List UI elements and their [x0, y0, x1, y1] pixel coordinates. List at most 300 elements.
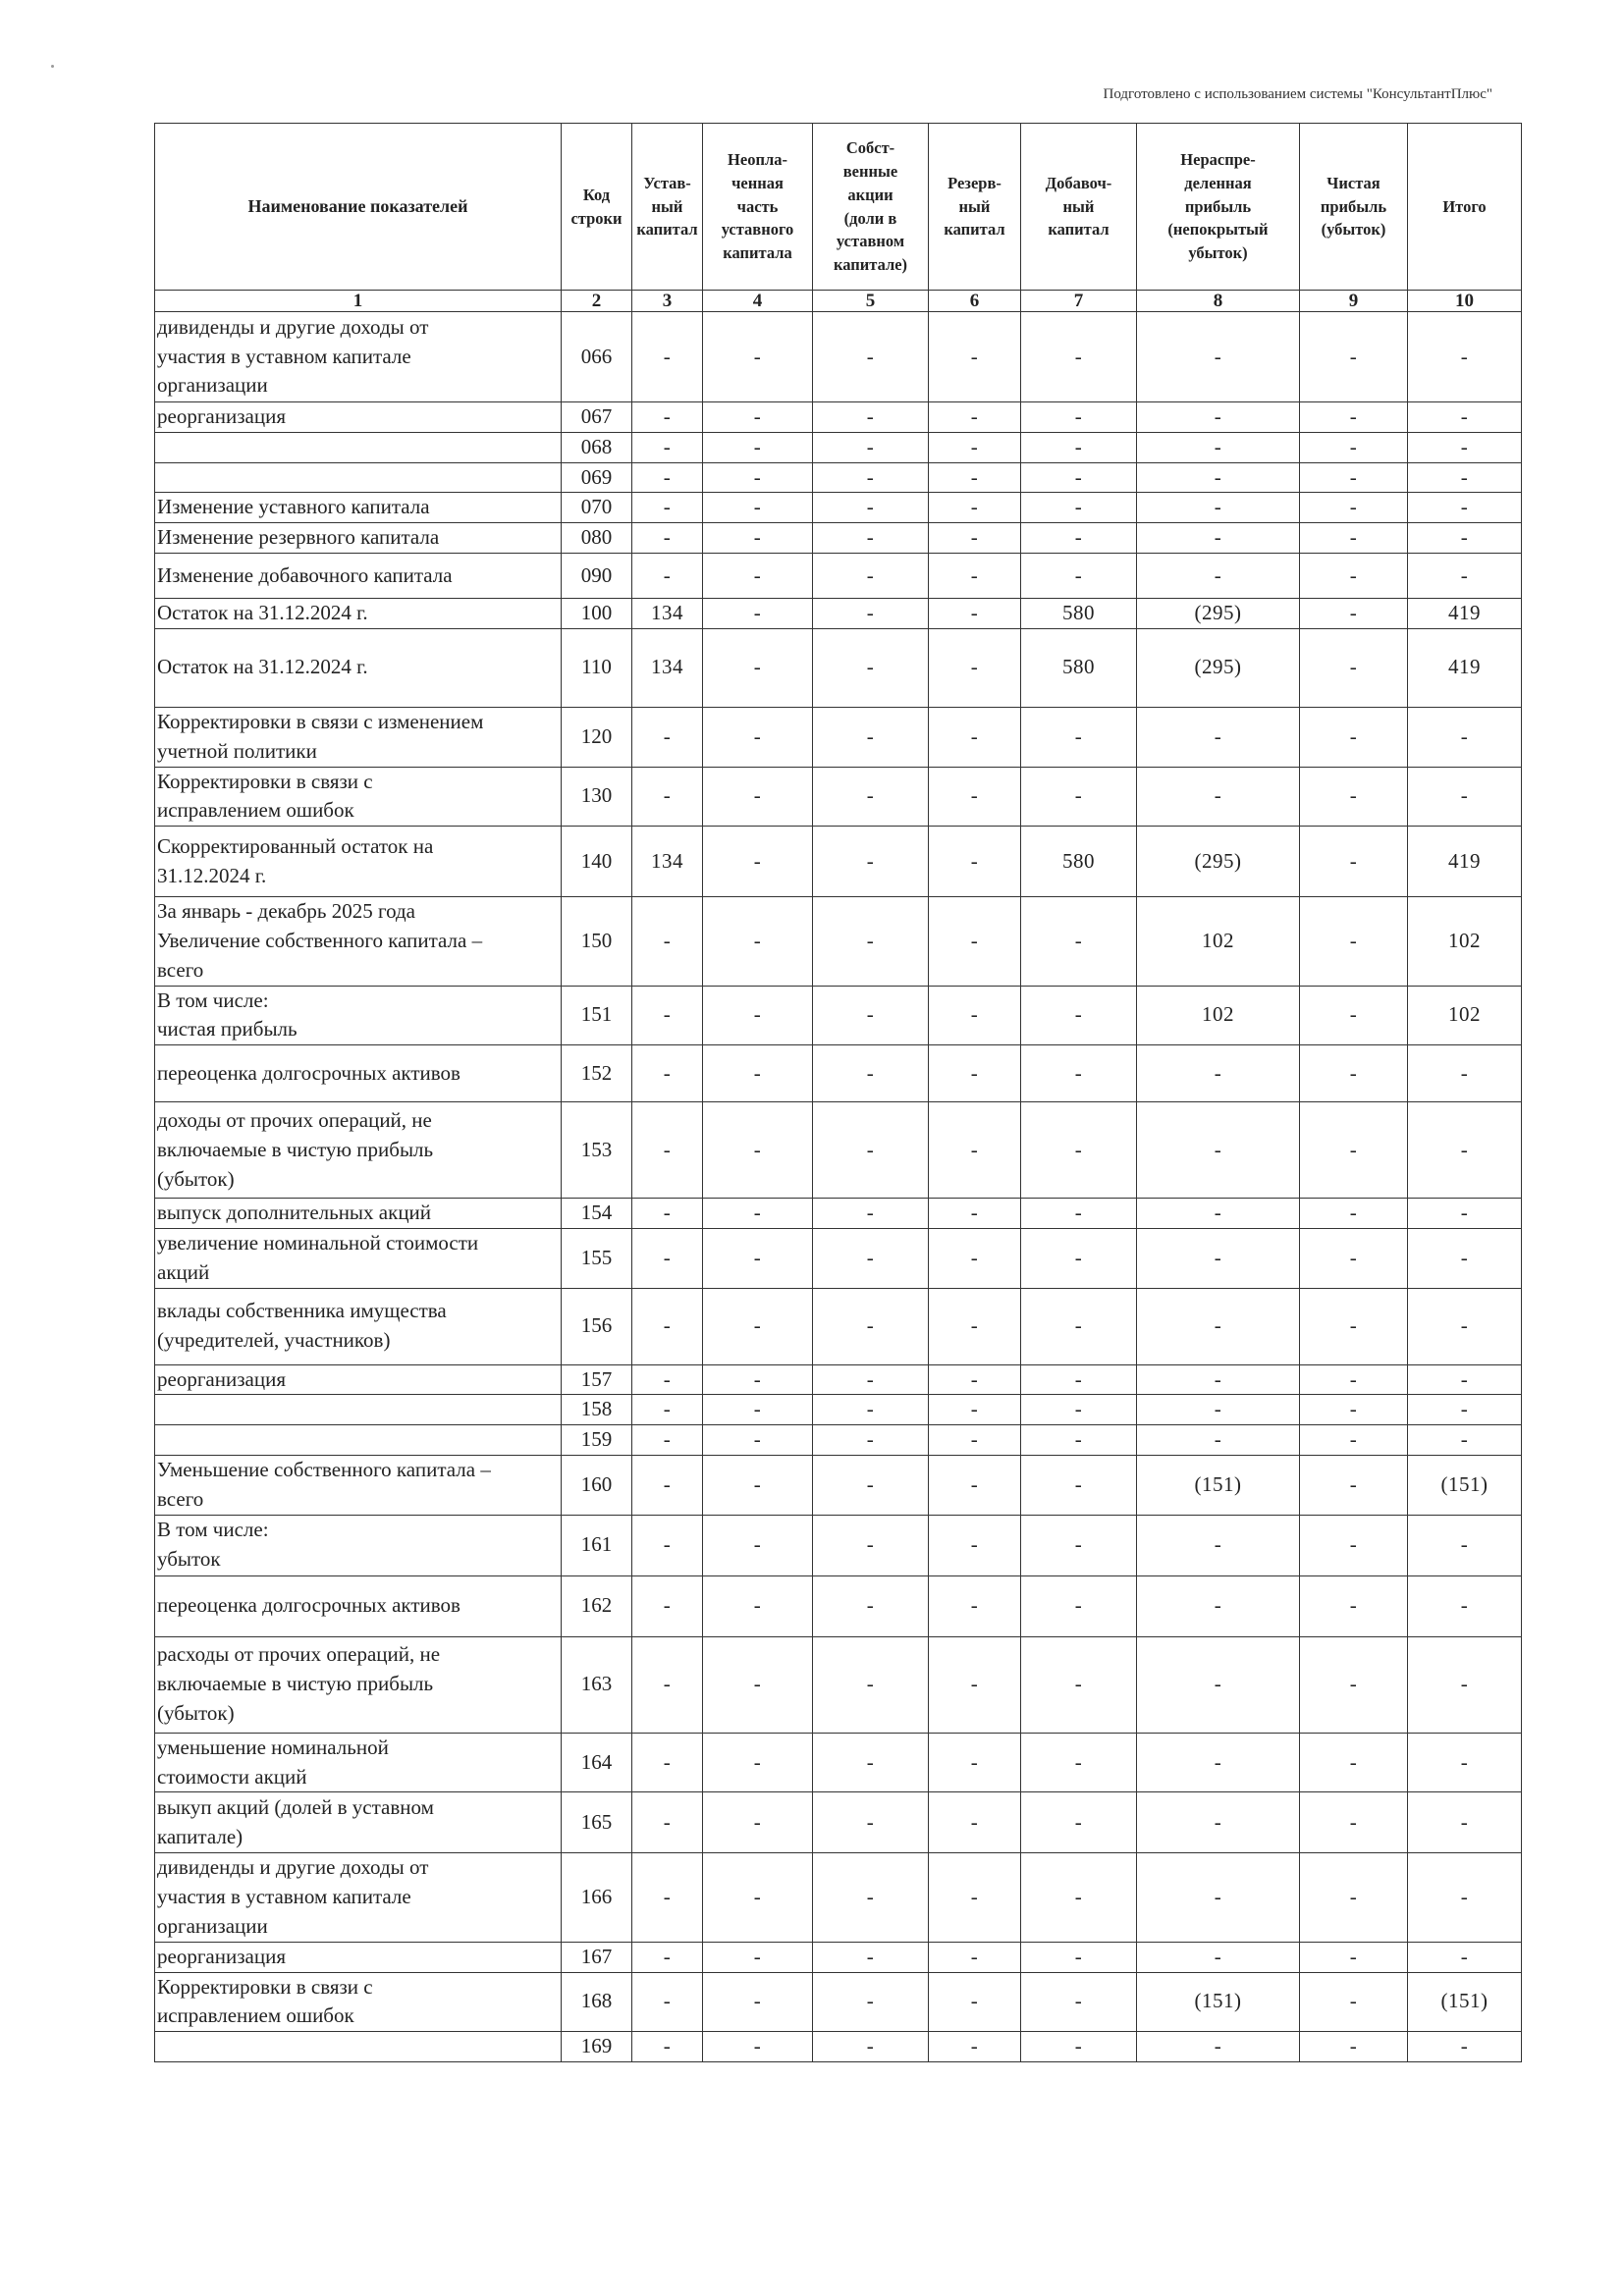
row-value-col3: -	[632, 1853, 703, 1942]
row-value-col6: -	[929, 312, 1021, 402]
row-value-col10: -	[1408, 1102, 1522, 1199]
row-code: 090	[562, 554, 632, 599]
row-value-col3: -	[632, 1972, 703, 2032]
row-code: 151	[562, 986, 632, 1045]
row-value-col7: -	[1021, 1942, 1137, 1972]
row-value-col3: 134	[632, 599, 703, 629]
row-value-col10: -	[1408, 402, 1522, 433]
table-row	[155, 2032, 1522, 2062]
row-value-col5: -	[813, 432, 929, 462]
row-value-col7: -	[1021, 1792, 1137, 1853]
row-value-col8: (151)	[1137, 1972, 1300, 2032]
row-name: дивиденды и другие доходы от участия в уставном капитале организации	[155, 1853, 562, 1942]
row-value-col4: -	[703, 312, 813, 402]
row-value-col10: -	[1408, 493, 1522, 523]
col-header-retained: Нераспре- деленная прибыль (непокрытый убыток)	[1137, 124, 1300, 291]
row-code: 157	[562, 1364, 632, 1395]
row-value-col8: (151)	[1137, 1456, 1300, 1516]
row-name: реорганизация	[155, 402, 562, 433]
row-value-col10: -	[1408, 554, 1522, 599]
row-value-col9: -	[1300, 1853, 1408, 1942]
row-value-col3: -	[632, 1733, 703, 1792]
row-value-col4: -	[703, 1942, 813, 1972]
row-value-col4: -	[703, 1853, 813, 1942]
row-value-col4: -	[703, 462, 813, 493]
row-value-col9: -	[1300, 1364, 1408, 1395]
row-name: реорганизация	[155, 1942, 562, 1972]
row-name: вклады собственника имущества (учредителей, участников)	[155, 1288, 562, 1364]
row-value-col10: -	[1408, 1199, 1522, 1229]
row-value-col10: 419	[1408, 628, 1522, 707]
row-value-col9: -	[1300, 1199, 1408, 1229]
col-num-8: 8	[1137, 291, 1300, 312]
row-value-col7: -	[1021, 1636, 1137, 1733]
row-name: переоценка долгосрочных активов	[155, 1575, 562, 1636]
row-value-col4: -	[703, 493, 813, 523]
row-value-col9: -	[1300, 523, 1408, 554]
row-value-col3: -	[632, 1395, 703, 1425]
row-value-col10: -	[1408, 432, 1522, 462]
row-value-col7: -	[1021, 1364, 1137, 1395]
row-value-col8: 102	[1137, 897, 1300, 986]
row-value-col8: -	[1137, 523, 1300, 554]
row-value-col6: -	[929, 462, 1021, 493]
row-code: 165	[562, 1792, 632, 1853]
row-value-col5: -	[813, 1456, 929, 1516]
row-value-col5: -	[813, 599, 929, 629]
row-code: 130	[562, 767, 632, 827]
row-value-col4: -	[703, 1636, 813, 1733]
row-value-col10: 419	[1408, 827, 1522, 897]
row-value-col5: -	[813, 897, 929, 986]
row-value-col3: -	[632, 1575, 703, 1636]
row-value-col3: -	[632, 1364, 703, 1395]
row-value-col5: -	[813, 1364, 929, 1395]
col-num-10: 10	[1408, 291, 1522, 312]
row-value-col9: -	[1300, 1229, 1408, 1289]
row-value-col10: -	[1408, 767, 1522, 827]
scan-speck	[51, 65, 54, 68]
row-value-col6: -	[929, 1792, 1021, 1853]
row-name	[155, 1425, 562, 1456]
row-value-col4: -	[703, 599, 813, 629]
row-value-col3: -	[632, 1199, 703, 1229]
row-value-col8: -	[1137, 1425, 1300, 1456]
row-value-col7: -	[1021, 432, 1137, 462]
row-value-col8: 102	[1137, 986, 1300, 1045]
row-value-col8: -	[1137, 1942, 1300, 1972]
row-value-col6: -	[929, 707, 1021, 767]
row-value-col9: -	[1300, 1395, 1408, 1425]
row-value-col5: -	[813, 1395, 929, 1425]
table-body	[155, 312, 1522, 2062]
row-value-col6: -	[929, 767, 1021, 827]
row-value-col7: -	[1021, 1229, 1137, 1289]
row-value-col6: -	[929, 554, 1021, 599]
row-value-col6: -	[929, 1395, 1021, 1425]
table-row	[155, 1636, 1522, 1733]
row-value-col5: -	[813, 2032, 929, 2062]
row-value-col7: 580	[1021, 827, 1137, 897]
row-code: 161	[562, 1515, 632, 1575]
row-value-col5: -	[813, 827, 929, 897]
row-name: За январь - декабрь 2025 года Увеличение собственного капитала – всего	[155, 897, 562, 986]
row-value-col9: -	[1300, 1792, 1408, 1853]
col-num-3: 3	[632, 291, 703, 312]
row-name	[155, 1395, 562, 1425]
row-value-col7: -	[1021, 1853, 1137, 1942]
row-value-col4: -	[703, 402, 813, 433]
row-value-col5: -	[813, 1853, 929, 1942]
row-value-col7: -	[1021, 986, 1137, 1045]
row-value-col10: -	[1408, 1045, 1522, 1102]
row-code: 080	[562, 523, 632, 554]
row-value-col3: -	[632, 402, 703, 433]
row-name	[155, 462, 562, 493]
row-value-col6: -	[929, 1942, 1021, 1972]
row-code: 069	[562, 462, 632, 493]
row-value-col3: -	[632, 707, 703, 767]
col-num-1: 1	[155, 291, 562, 312]
row-value-col4: -	[703, 1792, 813, 1853]
header-row	[155, 124, 1522, 291]
row-value-col8: -	[1137, 1853, 1300, 1942]
col-header-name: Наименование показателей	[155, 124, 562, 291]
row-code: 070	[562, 493, 632, 523]
row-value-col8: -	[1137, 1636, 1300, 1733]
row-name: реорганизация	[155, 1364, 562, 1395]
row-value-col7: -	[1021, 767, 1137, 827]
row-name: Корректировки в связи с исправлением ошибок	[155, 767, 562, 827]
row-value-col4: -	[703, 1199, 813, 1229]
table-row	[155, 599, 1522, 629]
col-header-code: Код строки	[562, 124, 632, 291]
row-value-col6: -	[929, 599, 1021, 629]
row-value-col7: -	[1021, 554, 1137, 599]
row-value-col3: 134	[632, 628, 703, 707]
row-value-col5: -	[813, 1972, 929, 2032]
row-value-col10: 102	[1408, 897, 1522, 986]
row-value-col7: -	[1021, 402, 1137, 433]
row-value-col8: -	[1137, 1515, 1300, 1575]
col-header-unpaid: Неопла- ченная часть уставного капитала	[703, 124, 813, 291]
row-code: 167	[562, 1942, 632, 1972]
row-value-col7: -	[1021, 312, 1137, 402]
table-row	[155, 402, 1522, 433]
row-name: выкуп акций (долей в уставном капитале)	[155, 1792, 562, 1853]
col-header-charter: Устав- ный капитал	[632, 124, 703, 291]
row-value-col10: (151)	[1408, 1972, 1522, 2032]
row-value-col6: -	[929, 1229, 1021, 1289]
row-value-col3: -	[632, 767, 703, 827]
row-name: Остаток на 31.12.2024 г.	[155, 599, 562, 629]
row-value-col6: -	[929, 1575, 1021, 1636]
row-value-col7: 580	[1021, 599, 1137, 629]
table-row	[155, 827, 1522, 897]
row-value-col6: -	[929, 1425, 1021, 1456]
row-value-col4: -	[703, 1733, 813, 1792]
row-value-col4: -	[703, 1364, 813, 1395]
row-value-col6: -	[929, 1199, 1021, 1229]
row-value-col9: -	[1300, 1942, 1408, 1972]
table-row	[155, 1229, 1522, 1289]
row-value-col4: -	[703, 1395, 813, 1425]
col-header-net-profit: Чистая прибыль (убыток)	[1300, 124, 1408, 291]
table-row	[155, 897, 1522, 986]
row-value-col9: -	[1300, 986, 1408, 1045]
row-value-col8: -	[1137, 493, 1300, 523]
row-value-col4: -	[703, 432, 813, 462]
row-value-col7: -	[1021, 1972, 1137, 2032]
table-row	[155, 523, 1522, 554]
col-num-6: 6	[929, 291, 1021, 312]
row-value-col9: -	[1300, 462, 1408, 493]
row-value-col8: -	[1137, 2032, 1300, 2062]
row-value-col10: -	[1408, 1515, 1522, 1575]
row-value-col3: -	[632, 986, 703, 1045]
row-name: Изменение добавочного капитала	[155, 554, 562, 599]
row-value-col5: -	[813, 1636, 929, 1733]
row-value-col6: -	[929, 827, 1021, 897]
row-value-col5: -	[813, 1102, 929, 1199]
row-value-col3: -	[632, 432, 703, 462]
row-value-col10: (151)	[1408, 1456, 1522, 1516]
row-value-col4: -	[703, 897, 813, 986]
row-value-col5: -	[813, 767, 929, 827]
row-value-col5: -	[813, 707, 929, 767]
row-name: Уменьшение собственного капитала – всего	[155, 1456, 562, 1516]
row-value-col9: -	[1300, 1102, 1408, 1199]
row-value-col7: -	[1021, 493, 1137, 523]
row-value-col4: -	[703, 986, 813, 1045]
row-value-col7: 580	[1021, 628, 1137, 707]
row-value-col6: -	[929, 493, 1021, 523]
col-header-treasury: Собст- венные акции (доли в уставном капитале)	[813, 124, 929, 291]
row-value-col10: 419	[1408, 599, 1522, 629]
column-numbers-row	[155, 291, 1522, 312]
row-value-col5: -	[813, 628, 929, 707]
row-value-col8: -	[1137, 554, 1300, 599]
table-row	[155, 1972, 1522, 2032]
row-value-col4: -	[703, 707, 813, 767]
row-value-col6: -	[929, 1972, 1021, 2032]
row-value-col4: -	[703, 1972, 813, 2032]
row-value-col6: -	[929, 1636, 1021, 1733]
row-value-col10: -	[1408, 1425, 1522, 1456]
table-row	[155, 1456, 1522, 1516]
table-row	[155, 1792, 1522, 1853]
table-row	[155, 1425, 1522, 1456]
row-value-col8: -	[1137, 1045, 1300, 1102]
row-code: 162	[562, 1575, 632, 1636]
row-value-col7: -	[1021, 462, 1137, 493]
row-value-col6: -	[929, 1515, 1021, 1575]
col-num-5: 5	[813, 291, 929, 312]
row-value-col9: -	[1300, 312, 1408, 402]
row-value-col4: -	[703, 767, 813, 827]
row-value-col4: -	[703, 554, 813, 599]
row-value-col3: -	[632, 1288, 703, 1364]
consultant-plus-note: Подготовлено с использованием системы "КонсультантПлюс"	[1103, 86, 1492, 102]
row-value-col10: -	[1408, 1395, 1522, 1425]
table-row	[155, 1733, 1522, 1792]
row-value-col10: -	[1408, 1853, 1522, 1942]
row-value-col9: -	[1300, 1045, 1408, 1102]
row-value-col6: -	[929, 1364, 1021, 1395]
row-value-col9: -	[1300, 1425, 1408, 1456]
row-code: 160	[562, 1456, 632, 1516]
table-row	[155, 1515, 1522, 1575]
row-code: 110	[562, 628, 632, 707]
col-num-4: 4	[703, 291, 813, 312]
row-value-col5: -	[813, 1045, 929, 1102]
row-name: выпуск дополнительных акций	[155, 1199, 562, 1229]
row-value-col3: -	[632, 1636, 703, 1733]
row-value-col9: -	[1300, 1575, 1408, 1636]
table-row	[155, 1045, 1522, 1102]
col-header-reserve: Резерв- ный капитал	[929, 124, 1021, 291]
row-name: Корректировки в связи с исправлением ошибок	[155, 1972, 562, 2032]
row-value-col3: -	[632, 523, 703, 554]
row-value-col6: -	[929, 1045, 1021, 1102]
row-name	[155, 2032, 562, 2062]
row-value-col4: -	[703, 1288, 813, 1364]
table-row	[155, 554, 1522, 599]
row-name: переоценка долгосрочных активов	[155, 1045, 562, 1102]
row-value-col8: (295)	[1137, 628, 1300, 707]
row-value-col7: -	[1021, 1733, 1137, 1792]
table-row	[155, 1199, 1522, 1229]
row-value-col10: -	[1408, 462, 1522, 493]
row-value-col9: -	[1300, 1456, 1408, 1516]
table-row	[155, 312, 1522, 402]
table-row	[155, 986, 1522, 1045]
row-code: 153	[562, 1102, 632, 1199]
row-code: 150	[562, 897, 632, 986]
row-value-col8: -	[1137, 1364, 1300, 1395]
row-name: Изменение резервного капитала	[155, 523, 562, 554]
row-value-col7: -	[1021, 1425, 1137, 1456]
row-code: 067	[562, 402, 632, 433]
row-value-col10: -	[1408, 523, 1522, 554]
row-value-col9: -	[1300, 432, 1408, 462]
row-code: 166	[562, 1853, 632, 1942]
row-value-col8: (295)	[1137, 599, 1300, 629]
row-value-col4: -	[703, 1515, 813, 1575]
row-value-col6: -	[929, 986, 1021, 1045]
row-value-col3: -	[632, 1515, 703, 1575]
row-code: 163	[562, 1636, 632, 1733]
row-value-col9: -	[1300, 707, 1408, 767]
row-value-col8: -	[1137, 707, 1300, 767]
row-value-col3: -	[632, 1229, 703, 1289]
row-value-col3: -	[632, 2032, 703, 2062]
row-value-col8: -	[1137, 402, 1300, 433]
row-value-col8: -	[1137, 1575, 1300, 1636]
row-value-col3: -	[632, 312, 703, 402]
row-value-col5: -	[813, 402, 929, 433]
row-code: 169	[562, 2032, 632, 2062]
table-row	[155, 432, 1522, 462]
table-row	[155, 1575, 1522, 1636]
row-value-col10: -	[1408, 2032, 1522, 2062]
row-value-col6: -	[929, 1853, 1021, 1942]
row-value-col6: -	[929, 2032, 1021, 2062]
row-name: Корректировки в связи с изменением учетной политики	[155, 707, 562, 767]
row-code: 168	[562, 1972, 632, 2032]
row-value-col10: -	[1408, 1288, 1522, 1364]
row-value-col7: -	[1021, 1515, 1137, 1575]
row-value-col8: (295)	[1137, 827, 1300, 897]
row-value-col10: -	[1408, 1636, 1522, 1733]
row-value-col9: -	[1300, 1515, 1408, 1575]
row-value-col9: -	[1300, 767, 1408, 827]
row-value-col7: -	[1021, 1288, 1137, 1364]
row-value-col8: -	[1137, 462, 1300, 493]
row-value-col5: -	[813, 312, 929, 402]
row-code: 154	[562, 1199, 632, 1229]
row-value-col8: -	[1137, 1199, 1300, 1229]
row-value-col6: -	[929, 1102, 1021, 1199]
row-value-col6: -	[929, 628, 1021, 707]
row-value-col5: -	[813, 1575, 929, 1636]
row-value-col5: -	[813, 1515, 929, 1575]
row-value-col10: -	[1408, 1575, 1522, 1636]
row-value-col3: -	[632, 1792, 703, 1853]
row-value-col10: -	[1408, 1792, 1522, 1853]
row-value-col7: -	[1021, 523, 1137, 554]
row-name: Остаток на 31.12.2024 г.	[155, 628, 562, 707]
row-code: 156	[562, 1288, 632, 1364]
row-value-col7: -	[1021, 1456, 1137, 1516]
table-row	[155, 628, 1522, 707]
row-value-col6: -	[929, 897, 1021, 986]
row-value-col3: 134	[632, 827, 703, 897]
row-value-col5: -	[813, 986, 929, 1045]
row-value-col7: -	[1021, 707, 1137, 767]
row-value-col6: -	[929, 432, 1021, 462]
row-value-col4: -	[703, 1456, 813, 1516]
row-code: 158	[562, 1395, 632, 1425]
row-value-col9: -	[1300, 1636, 1408, 1733]
row-value-col10: -	[1408, 1733, 1522, 1792]
table-row	[155, 462, 1522, 493]
row-value-col5: -	[813, 462, 929, 493]
row-value-col4: -	[703, 1425, 813, 1456]
row-name: Скорректированный остаток на 31.12.2024 г.	[155, 827, 562, 897]
row-value-col4: -	[703, 2032, 813, 2062]
row-value-col3: -	[632, 554, 703, 599]
row-code: 159	[562, 1425, 632, 1456]
row-name: увеличение номинальной стоимости акций	[155, 1229, 562, 1289]
row-value-col7: -	[1021, 2032, 1137, 2062]
row-value-col6: -	[929, 1456, 1021, 1516]
row-value-col4: -	[703, 1575, 813, 1636]
table-row	[155, 1364, 1522, 1395]
row-value-col10: -	[1408, 1229, 1522, 1289]
row-value-col3: -	[632, 493, 703, 523]
row-value-col3: -	[632, 1045, 703, 1102]
row-value-col6: -	[929, 1733, 1021, 1792]
row-value-col7: -	[1021, 897, 1137, 986]
row-code: 140	[562, 827, 632, 897]
row-value-col9: -	[1300, 628, 1408, 707]
row-value-col9: -	[1300, 897, 1408, 986]
row-value-col10: -	[1408, 1942, 1522, 1972]
row-value-col6: -	[929, 1288, 1021, 1364]
row-value-col7: -	[1021, 1395, 1137, 1425]
row-value-col3: -	[632, 1942, 703, 1972]
